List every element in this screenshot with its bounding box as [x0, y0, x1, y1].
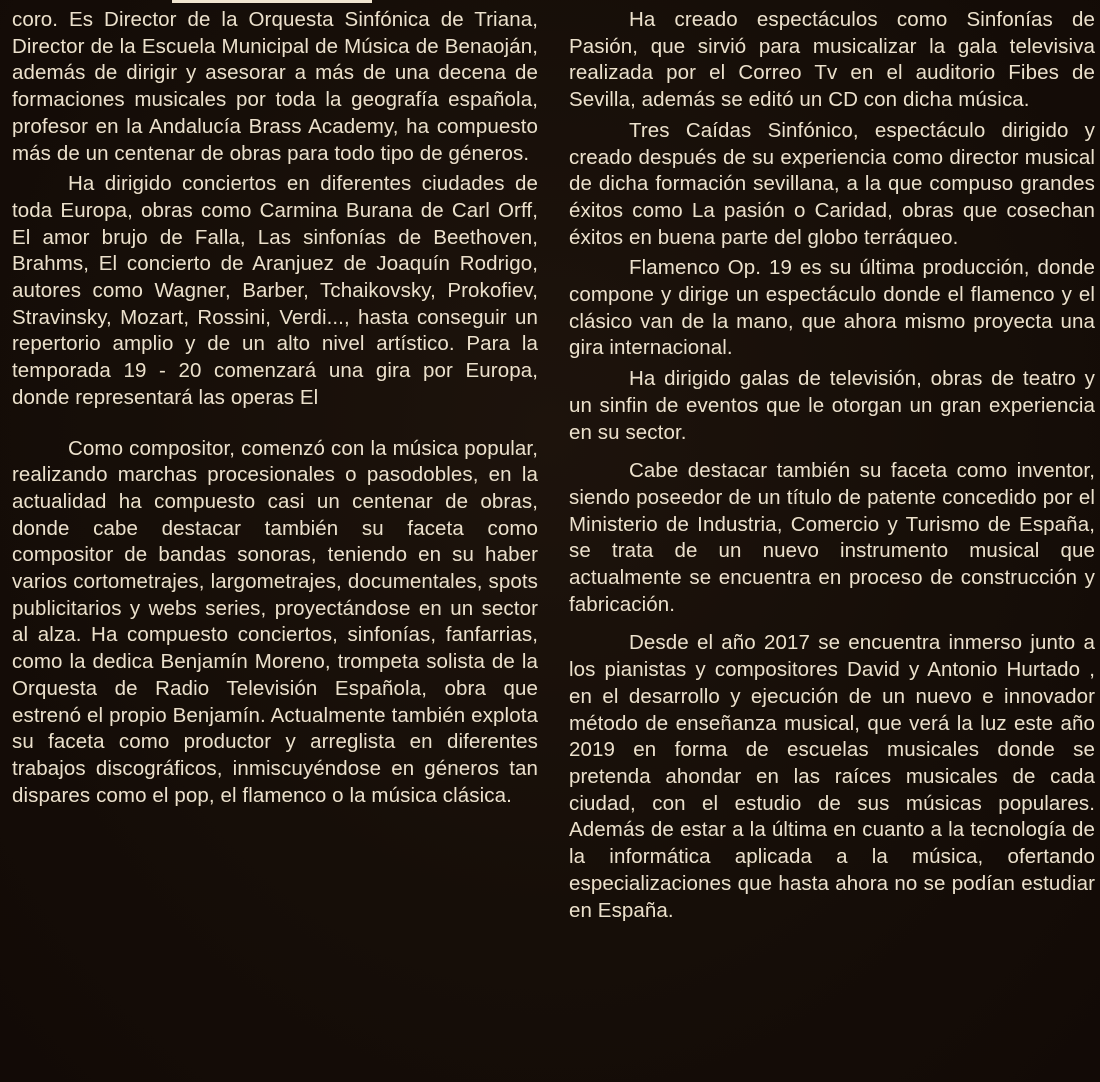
right-paragraph-2: Tres Caídas Sinfónico, espectáculo dirigido y creado después de su experiencia como director musical de dicha formación sevillana, a la que compuso grandes éxitos como La pasión o Caridad, obras que cosechan éxitos en buena parte del globo terráqueo. — [569, 118, 1095, 249]
left-paragraph-3: Como compositor, comenzó con la música popular, realizando marchas procesionales o pasodobles, en la actualidad ha compuesto casi un centenar de obras, donde cabe destacar también su faceta como compositor de bandas sonoras, teniendo en su haber varios cortometrajes, largometrajes, documentales, spots publicitarios y webs series, proyectándose en un sector al alza. Ha compuesto conciertos, sinfonías, fanfarrias, como la dedica Benjamín Moreno, trompeta solista de la Orquesta de Radio Televisión Española, obra que estrenó el propio Benjamín. Actualmente también explota su faceta como productor y arreglista en diferentes trabajos discográficos, inmiscuyéndose en géneros tan dispares como el pop, el flamenco o la música clásica. — [12, 436, 538, 807]
left-paragraph-2: Ha dirigido conciertos en diferentes ciudades de toda Europa, obras como Carmina Burana de Carl Orff, El amor brujo de Falla, Las sinfonías de Beethoven, Brahms, El concierto de Aranjuez de Joaquín Rodrigo, autores como Wagner, Barber, Tchaikovsky, Prokofiev, Stravinsky, Mozart, Rossini, Verdi..., hasta conseguir un repertorio amplio y de un alto nivel artístico. Para la temporada 19 - 20 comenzará una gira por Europa, donde representará las operas El — [12, 172, 538, 409]
right-column — [569, 7, 1095, 924]
right-paragraph-6: Desde el año 2017 se encuentra inmerso junto a los pianistas y compositores David y Antonio Hurtado , en el desarrollo y ejecución de un nuevo e innovador método de enseñanza musical, que verá la luz este año 2019 en forma de escuelas musicales donde se pretenda ahondar en las raíces musicales de cada ciudad, con el estudio de sus músicas populares. Además de estar a la última en cuanto a la tecnología de la informática aplicada a la música, ofertando especializaciones que hasta ahora no se podían estudiar en España. — [569, 631, 1095, 922]
top-edge-bar — [172, 0, 372, 3]
right-paragraph-4: Ha dirigido galas de televisión, obras de teatro y un sinfin de eventos que le otorgan un gran experiencia en su sector. — [569, 367, 1095, 444]
left-column — [12, 7, 538, 809]
right-paragraph-1: Ha creado espectáculos como Sinfonías de Pasión, que sirvió para musicalizar la gala televisiva realizada por el Correo Tv en el auditorio Fibes de Sevilla, además se editó un CD con dicha música. — [569, 8, 1095, 112]
right-paragraph-3: Flamenco Op. 19 es su última producción, donde compone y dirige un espectáculo donde el flamenco y el clásico van de la mano, que ahora mismo proyecta una gira internacional. — [569, 256, 1095, 360]
left-paragraph-1: coro. Es Director de la Orquesta Sinfónica de Triana, Director de la Escuela Municipal de Música de Benaoján, además de dirigir y asesorar a más de una decena de formaciones musicales por toda la geografía española, profesor en la Andalucía Brass Academy, ha compuesto más de un centenar de obras para todo tipo de géneros. — [12, 8, 538, 165]
right-paragraph-5: Cabe destacar también su faceta como inventor, siendo poseedor de un título de patente concedido por el Ministerio de Industria, Comercio y Turismo de España, se trata de un nuevo instrumento musical que actualmente se encuentra en proceso de construcción y fabricación. — [569, 459, 1095, 616]
